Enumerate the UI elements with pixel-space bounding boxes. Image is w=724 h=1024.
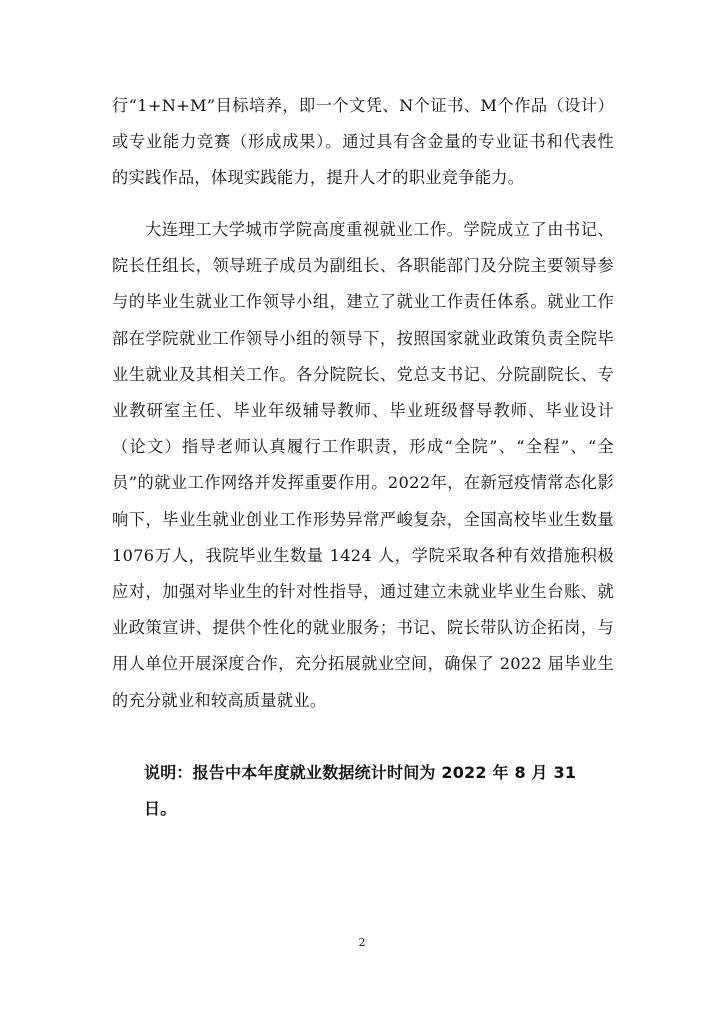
paragraph-employment-work: 大连理工大学城市学院高度重视就业工作。学院成立了由书记、院长任组长，领导班子成员为副组长、各职能部门及分院主要领导参与的毕业生就业工作领导小组，建立了就业工作责任体系。就业工作部在学院就业工作领导小组的领导下，按照国家就业政策负责全院毕业生就业及其相关工作。各分院院长、党总支书记、分院副院长、专业教研室主任、毕业年级辅导教师、毕业班级督导教师、毕业设计（论文）指导老师认真履行工作职责，形成“全院”、“全程”、“全员”的就业工作网络并发挥重要作用。2022年，在新冠疫情常态化影响下，毕业生就业创业工作形势异常严峻复杂，全国高校毕业生数量 1076万人，我院毕业生数量 1424 人，学院采取各种有效措施积极应对，加强对毕业生的针对性指导，通过建立未就业毕业生台账、就业政策宣讲、提供个性化的就业服务；书记、院长带队访企拓岗，与用人单位开展深度合作，充分拓展就业空间，确保了 2022 届毕业生的充分就业和较高质量就业。 bbox=[112, 220, 614, 710]
statistics-note: 说明：报告中本年度就业数据统计时间为 2022 年 8 月 31 日。 bbox=[144, 763, 577, 818]
paragraph-training-goal: 行“1+N+M”目标培养，即一个文凭、N个证书、M个作品（设计）或专业能力竞赛（形成成果）。通过具有含金量的专业证书和代表性的实践作品，体现实践能力，提升人才的职业竞争能力。 bbox=[112, 96, 614, 188]
page-number: 2 bbox=[358, 936, 366, 949]
